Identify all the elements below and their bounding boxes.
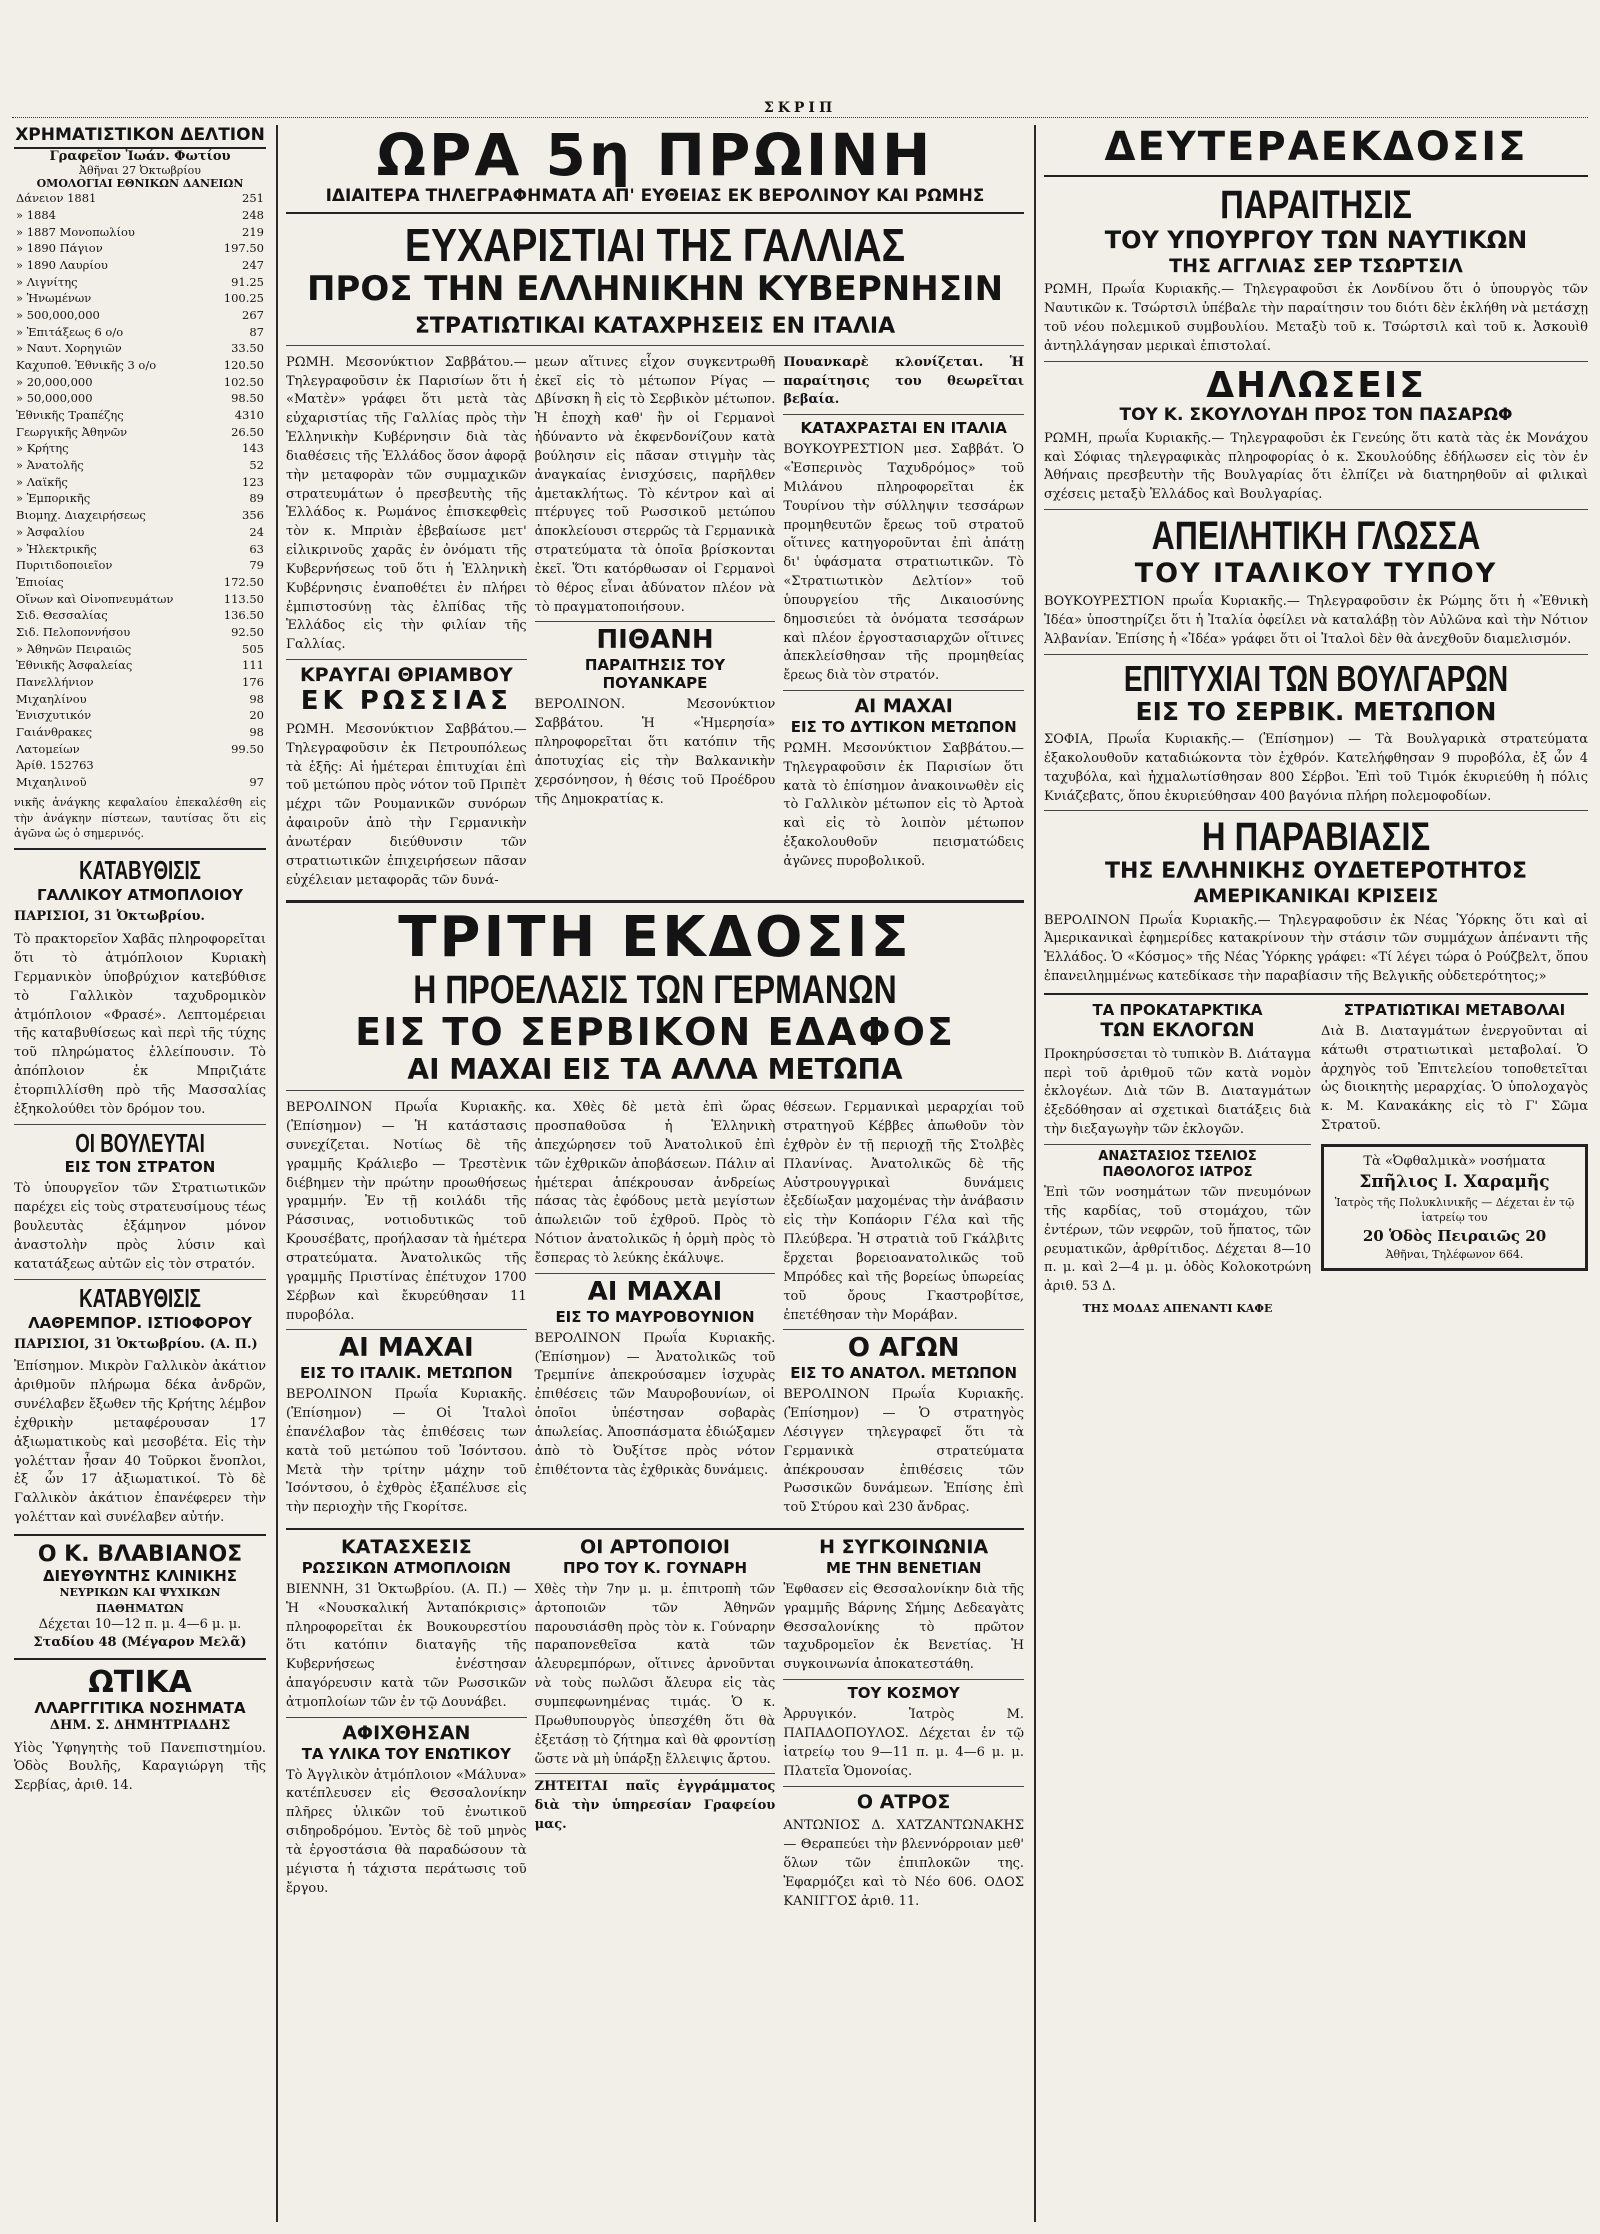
b5-text: ΒΕΡΟΛΙΝΟΝ Πρωΐα Κυριακῆς. (Ἐπίσημον) — Ἀνατολικῶς τοῦ Τρεμπίνε ἀπεκρούσαμεν ἰσχυρὰς ἐπιθέσεις τῶν Μαυροβουνίων, οἱ ὁποῖοι ὑπέστησαν σοβαρὰς ἀπωλείας. Ἀποσπάσματα ἐδιώξαμεν ἀπὸ τὸ Ὀυξίτσε πρὸς νότον ἐπιθέτοντα τὰς ἐχθρικὰς δυνάμεις. [534,1330,776,1478]
market-row [14,390,266,407]
a3-title: ΚΡΑΥΓΑΙ ΘΡΙΑΜΒΟΥ [299,664,513,687]
market-row-label: » Ἀσφαλίου [16,524,85,539]
r5-text: ΒΕΡΟΛΙΝΟΝ Πρωΐα Κυριακῆς.— Τηλεγραφοῦσιν ἐκ Νέας Ὑόρκης ὅτι καὶ αἱ Ἀμερικανικαὶ ἐφημερίδες κατακρίνουν τὴν στάσιν τῶν συμμάχων ἀπέναντι τῆς Ἑλλάδος. Ὁ «Κόσμος» τῆς Νέας Ὑόρκης γράφει: «Τί λέγει τώρα ὁ Ρούζβελτ, ὅπου ἐπανειλημμένως κατεδίκασε τὴν παραβίασιν τῆς Βελγικῆς οὐδετερότητος;» [1044,912,1588,985]
right-column [1044,125,1588,2222]
a5-title: ΑΙ ΜΑΧΑΙ [854,695,953,718]
r1-subtitle2: ΤΗΣ ΑΓΓΛΙΑΣ ΣΕΡ ΤΣΩΡΤΣΙΛ [1169,254,1463,277]
b4-title: ΑΙ ΜΑΧΑΙ [338,1333,474,1364]
top-articles [286,350,1024,895]
r3-subtitle: ΤΟΥ ΙΤΑΛΙΚΟΥ ΤΥΠΟΥ [1134,558,1498,590]
market-row [14,591,266,608]
headline-2: ΠΡΟΣ ΤΗΝ ΕΛΛΗΝΙΚΗΝ ΚΥΒΕΡΝΗΣΙΝ [306,268,1004,309]
divider [783,1329,1024,1330]
c1-subtitle: ΡΩΣΣΙΚΩΝ ΑΤΜΟΠΛΟΙΩΝ [301,1558,511,1577]
market-row-label: » Ἀνατολῆς [16,458,84,473]
bottom-col-1 [286,1536,527,1915]
divider [286,1717,527,1718]
market-row [14,524,266,541]
market-row-label: » Λαϊκῆς [16,474,68,489]
third-col-2 [535,1095,776,1522]
market-office: Γραφεῖον Ἰωάν. Φωτίου [49,149,231,165]
market-row-value: 97 [249,774,264,789]
divider [1044,509,1588,510]
headline-1: ΕΥΧΑΡΙΣΤΙΑΙ ΤΗΣ ΓΑΛΛΙΑΣ [404,219,906,272]
market-row [14,757,266,774]
third-headline-3: ΑΙ ΜΑΧΑΙ ΕΙΣ ΤΑ ΑΛΛΑ ΜΕΤΩΠΑ [407,1053,903,1087]
divider [535,1273,776,1274]
b4-text: ΒΕΡΟΛΙΝΟΝ Πρωΐα Κυριακῆς. (Ἐπίσημον) — Οἱ Ἰταλοὶ ἐπανέλαβον τὰς ἐπιθέσεις των κατὰ τοῦ μετώπου τοῦ Ἰσόντσου. Μετὰ τὴν τρίτην μάχην τοῦ Ἰσόντσου, ὁ ἐχθρὸς ἐξαπέλυσε εἰς τὴν περιοχὴν τῆς Γκορίτσε. [286,1387,527,1516]
c5-title: ΤΟΥ ΚΟΣΜΟΥ [847,1684,960,1703]
market-row-value: 219 [242,224,264,239]
b2-text: κα. Χθὲς δὲ μετὰ ἐπὶ ὥρας προσπαθοῦσα ἡ Ἑλληνικὴ ἀπεχώρησεν τοῦ Ἀνατολικοῦ ἐπὶ τῶν ἐχθρικῶν ἀποβάσεων. Πάλιν αἱ ἡμέτεραι ἀπέκρουσαν ἀνδρείως πάσας τὰς ἐφόδους μετὰ μεγίστων ἀπωλειῶν τοῦ ἐχθροῦ. Πρὸς τὸ Νότιον ἀνατολικῶς ἡ ὁρμὴ πρὸς τὸ ἔσπερας τὸ λεύκης ἐκάλυψε. [534,1100,776,1266]
market-row-value [212,757,266,774]
market-row [14,574,266,591]
market-row-label: » Ἐμπορικῆς [16,491,91,506]
c1-text: ΒΙΕΝΝΗ, 31 Ὀκτωβρίου. (Α. Π.) — Ἡ «Νουσκαλική Ἀνταπόκρισις» πληροφορεῖται ἐκ Βουκουρεστίου ὅτι κατόπιν διαταγῆς τῆς Κυβερνήσεως ἐνέστησαν ἀπαγόρευσιν κατὰ τῶν Ρωσσικῶν ἀτμοπλοίων τῶν ἐν τῷ Δουνάβει. [286,1581,527,1710]
masthead [0,0,1600,118]
market-row [14,490,266,507]
market-row [14,240,266,257]
market-row-value: 100.25 [223,291,264,306]
s3-title: ΚΑΤΑΒΥΘΙΣΙΣ [79,1282,201,1313]
right-bottom [1044,1001,1588,1317]
column-rule [1034,125,1036,2222]
divider [286,659,527,660]
divider [286,900,1024,903]
c2-title: ΑΦΙΧΘΗΣΑΝ [342,1721,471,1744]
ad1-hours: Δέχεται 10—12 π. μ. 4—6 μ. μ. [38,1617,242,1633]
r3-text: ΒΟΥΚΟΥΡΕΣΤΙΟΝ πρωΐα Κυριακῆς.— Τηλεγραφοῦσιν ἐκ Ρώμης ὅτι ἡ «Ἐθνικὴ Ἰδέα» ὑποστηρίζει ὅτι ἡ Ἰταλία ὀφείλει νὰ καταλάβῃ τὸν Αὐλῶνα καὶ τὴν Νότιον Ἀλβανίαν. Ἐπίσης ἡ «Ἰδέα» γράφει ὅτι οἱ Ἰταλοὶ δὲν θὰ ἀνεχθοῦν διαμελισμόν. [1044,594,1588,647]
s2-text: Τὸ ὑπουργεῖον τῶν Στρατιωτικῶν παρέχει εἰς τοὺς στρατευσίμους τέως βουλευτὰς ἐξάμηνον μόνον ἀναστολὴν πρὸς λύσιν καὶ κατατάξεως αὐτῶν εἰς τὸν στρατόν. [14,1181,266,1272]
r1-title: ΠΑΡΑΙΤΗΣΙΣ [1220,183,1412,227]
market-row [14,324,266,341]
market-row-label: Μιχαηλινοῦ [16,774,87,789]
a5-text: ΡΩΜΗ. Μεσονύκτιον Σαββάτου.— Τηλεγραφοῦσιν ἐκ Παρισίων ὅτι κατὰ τὸ ἐπίσημον ἀνακοινωθὲν εἰς τὸ Γαλλικὸν μέτωπον εἰς τὸ Ἀρτοὰ καὶ εἰς τὸ λοιπὸν μέτωπον ἐξακολουθοῦν πεισματώδεις ἀγῶνες πυροβολικοῦ. [783,740,1024,870]
r4-subtitle: ΕΙΣ ΤΟ ΣΕΡΒΙΚ. ΜΕΤΩΠΟΝ [1135,697,1497,727]
ophthalmic-ad [1321,1144,1588,1271]
a4-subtitle: ΠΑΡΑΙΤΗΣΙΣ ΤΟΥ ΠΟΥΑΝΚΑΡΕ [584,656,726,693]
market-heading: ΟΜΟΛΟΓΙΑΙ ΕΘΝΙΚΩΝ ΔΑΝΕΙΩΝ [36,177,244,191]
b1-text: ΒΕΡΟΛΙΝΟΝ Πρωΐα Κυριακῆς. (Ἐπίσημον) — Ἡ κατάστασις συνεχίζεται. Νοτίως δὲ τῆς γραμμῆς Κράλιεβο — Τρεστὲνικ διέβημεν τὴν πρώτην προωθήσεως γραμμήν. Ἐν τῇ κοιλάδι τῆς Ράσσινας, νοτιοδυτικῶς τοῦ Κρουσέβατς, προήλασαν τὰ ἡμέτερα στρατεύματα. Ἀνατολικῶς τῆς γραμμῆς Πριστίνας ἐπέτυχον 1700 Σέρβων καὶ ἔκυρεύθησαν 11 πυροβόλα. [286,1100,527,1323]
market-row [14,707,266,724]
r5-title: Η ΠΑΡΑΒΙΑΣΙΣ [1201,815,1431,860]
market-date: Ἀθῆναι 27 Ὀκτωβρίου [79,164,201,178]
market-note: νικῆς ἀνάγκης κεφαλαίου ἐπεκαλέσθη εἰς τὴν ἀνάγκην πίστεων, ταυτίσας ὅτι εἰς ἀγῶνα ὡς ὁ σημερινός. [14,795,266,841]
a3-subtitle: ΕΚ ΡΩΣΣΙΑΣ [300,685,512,716]
market-row [14,641,266,658]
market-row-label: Γεωργικῆς Ἀθηνῶν [16,424,128,439]
a5-subtitle: ΕΙΣ ΤΟ ΔΥΤΙΚΟΝ ΜΕΤΩΠΟΝ [790,717,1017,736]
ad1-subtitle2: ΝΕΥΡΙΚΩΝ ΚΑΙ ΨΥΧΙΚΩΝ ΠΑΘΗΜΑΤΩΝ [59,1586,221,1615]
masthead-rule [12,117,1588,118]
b3-text: θέσεων. Γερμανικαὶ μεραρχίαι τοῦ στρατηγοῦ Κέββες ἀπωθοῦν τὸν ἐχθρὸν ἐν τῇ περιοχῇ τῆς Στολβὲς Πλανίνας. Ἀνατολικῶς δὲ τῆς Αὐστρουγγρικαὶ δυνάμεις ἐξεδίωξαν μαχομένας τὴν ἀνάβασιν εἰς τὴν Κοπάοριν Γέλα καὶ τῆς Πλεύβερα. Ἡ στρατιὰ τοῦ Γκάλβιτς ἔρχεται βορειοανατολικῶς τοῦ Μπρόδες καὶ τῆς βορείως ὑπωρείας τοῦ ὄρους Γκαστροβίτσε, ἐπετέθησαν τὴν Μοράβαν. [783,1100,1024,1323]
divider [14,1658,266,1660]
market-row [14,407,266,424]
b5-title: ΑΙ ΜΑΧΑΙ [587,1276,723,1307]
market-row-value: 102.50 [223,374,264,389]
market-row-value: 98 [249,724,264,739]
s1-lead: ΠΑΡΙΣΙΟΙ, 31 Ὀκτωβρίου. [14,909,205,925]
market-row [14,657,266,674]
market-row-label: » Ἐπιτάξεως 6 ο/ο [16,324,124,339]
market-row-label: Μιχαηλίνου [16,691,87,706]
market-row-value: 24 [249,524,264,539]
market-row [14,424,266,441]
market-row [14,307,266,324]
r8-text: Ἐπὶ τῶν νοσημάτων τῶν πνευμόνων τῆς καρδίας, τοῦ στομάχου, τῶν ἐντέρων, τῶν νεφρῶν, τοῦ ἥπατος, τῶν ρευματικῶν, ἀρθρίτιδος. Δέχεται 8—10 π. μ. καὶ 2—4 μ. μ. ὁδὸς Κολοκοτρώνη ἀριθ. 53 Δ. [1044,1185,1311,1295]
a2-text: ΒΟΥΚΟΥΡΕΣΤΙΟΝ μεσ. Σαββάτ. Ὁ «Ἐσπερινὸς Ταχυδρόμος» τοῦ Μιλάνου πληροφορεῖται ἐκ Τουρίνου τὴν σύλληψιν τεσσάρων προμηθευτῶν ἔρεως τοῦ στρατοῦ οἵτινες κατηγοροῦνται ἐπὶ ἀπάτῃ δι' ὑφάσματα στρατιωτικῶν. Τὸ «Στρατιωτικὸν Δελτίον» τοῦ ὑπουργείου τῆς Δικαιοσύνης δημοσιεύει τὰ ὀνόματα τεσσάρων καὶ πλέον ἐργοστασιαρχῶν οἵτινες ἀπεκλείσθησαν τῆς προμηθείας ἔρεως διὰ τὸν στρατόν. [783,442,1024,684]
market-row-label: Ἐθνικῆς Τραπέζης [16,408,124,423]
r8-footer: ΤΗΣ ΜΟΔΑΣ ΑΠΕΝΑΝΤΙ ΚΑΦΕ [1082,1302,1273,1316]
market-row-value: 99.50 [231,741,264,756]
r9-phone: Ἀθῆναι, Τηλέφωνον 664. [1385,1247,1524,1261]
r6-subtitle: ΤΩΝ ΕΚΛΟΓΩΝ [1100,1018,1255,1041]
market-row [14,357,266,374]
market-row [14,274,266,291]
b4-subtitle: ΕΙΣ ΤΟ ΙΤΑΛΙΚ. ΜΕΤΩΠΟΝ [299,1364,513,1383]
ad1-title: Ο Κ. ΒΛΑΒΙΑΝΟΣ [37,1542,243,1567]
c6-text: ΑΝΤΩΝΙΟΣ Δ. ΧΑΤΖΑΝΤΩΝΑΚΗΣ — Θεραπεύει τὴν βλεννόρροιαν μεθ' ὅλων τῶν ἐπιπλοκῶν της. Ἐφαρμόζει καὶ τὸ Νέο 606. ΟΔΟΣ ΚΑΝΙΓΓΟΣ ἀριθ. 11. [783,1818,1024,1909]
r2-text: ΡΩΜΗ, πρωΐα Κυριακῆς.— Τηλεγραφοῦσι ἐκ Γενεύης ὅτι κατὰ τὰς ἐκ Μονάχου καὶ Σόφιας τηλεγραφικὰς πληροφορίας ὁ κ. Σκουλούδης ἐδήλωσεν εἰς τὸν ἐν Ἀθήναις πρεσβευτὴν τῆς Βουλγαρίας ὅτι ἐλπίζει νὰ διατηρηθοῦν αἱ φιλικαὶ σχέσεις μεταξὺ Ἑλλάδος καὶ Βουλγαρίας. [1044,430,1588,503]
c7-text: ΖΗΤΕΙΤΑΙ παῖς ἐγγράμματος διὰ τὴν ὑπηρεσίαν Γραφείου μας. [534,1779,776,1833]
market-row-value: 176 [242,674,264,689]
divider [14,1534,266,1536]
market-row-label: » Ἠλεκτρικῆς [16,541,97,556]
market-row-value: 136.50 [223,608,264,623]
center-column [286,125,1024,2222]
b6-text: ΒΕΡΟΛΙΝΟΝ Πρωΐα Κυριακῆς. (Ἐπίσημον) — Ὁ στρατηγὸς Λέσιγγεν τηλεγραφεῖ ὅτι τὰ Γερμανικὰ στρατεύματα ἀπέκρουσαν ἐπιθέσεις τῶν Ρωσσικῶν δυνάμεων. Ἐπίσης ἐπὶ τοῦ Στύρου καὶ 230 ἄνδρας. [783,1387,1024,1516]
article-col-1 [286,350,527,895]
market-row-label: Σιδ. Πελοποννήσου [16,624,131,639]
market-row [14,607,266,624]
market-row [14,224,266,241]
divider [1044,654,1588,655]
banner-title: ΩΡΑ 5η ΠΡΩΙΝΗ [376,125,934,189]
market-row-value: 356 [242,508,264,523]
b5-subtitle: ΕΙΣ ΤΟ ΜΑΥΡΟΒΟΥΝΙΟΝ [555,1307,755,1326]
a4-text: ΒΕΡΟΛΙΝΟΝ. Μεσονύκτιον Σαββάτου. Ἡ «Ἡμερησία» πληροφορεῖται ὅτι κατόπιν τῆς ἀποτυχίας εἰς τὴν Βαλκανικὴν χερσόνησον, ἡ θέσις τοῦ Προέδρου τῆς Δημοκρατίας κ. [534,697,776,807]
market-row-value: 91.25 [231,274,264,289]
market-row-value: 33.50 [231,341,264,356]
r8-title: ΑΝΑΣΤΑΣΙΟΣ ΤΣΕΛΙΟΣ [1098,1148,1257,1164]
market-row-value: 92.50 [231,624,264,639]
market-title: ΧΡΗΜΑΤΙΣΤΙΚΟΝ ΔΕΛΤΙΟΝ [14,125,266,149]
market-row-label: Σιδ. Θεσσαλίας [16,608,108,623]
r6-text: Προκηρύσσεται τὸ τυπικὸν Β. Διάταγμα περὶ τοῦ ἀριθμοῦ τῶν κατὰ νομὸν ἐκλογέων. Διὰ τῶν Β. Διαταγμάτων ἐξεδόθησαν αἱ σχετικαὶ διατάξεις διὰ τὴν διεξαγωγὴν τῶν ἐκλογῶν. [1044,1046,1311,1138]
r3-title: ΑΠΕΙΛΗΤΙΚΗ ΓΛΩΣΣΑ [1151,514,1481,559]
s2-title: ΟΙ ΒΟΥΛΕΥΤΑΙ [75,1127,205,1158]
market-row [14,774,266,791]
market-row-label: Δάνειον 1881 [16,191,97,206]
a2-title: ΚΑΤΑΧΡΑΣΤΑΙ ΕΝ ΙΤΑΛΙΑ [800,419,1007,438]
second-edition-banner: ΔΕΥΤΕΡΑΕΚΔΟΣΙΣ [1104,125,1528,170]
market-row [14,440,266,457]
market-row-label: Γαιάνθρακες [16,724,93,739]
r4-title: ΕΠΙΤΥΧΙΑΙ ΤΩΝ ΒΟΥΛΓΑΡΩΝ [1123,657,1509,699]
column-rule [276,125,278,2222]
article-col-3 [783,350,1024,895]
c5-text: Ἀρρυγικόν. Ἰατρὸς Μ. ΠΑΠΑΔΟΠΟΥΛΟΣ. Δέχεται ἐν τῷ ἰατρείῳ του 9—11 π. μ. 4—6 μ. μ. Πλατεῖα Ὁμονοίας. [783,1707,1024,1779]
market-row [14,340,266,357]
market-row [14,624,266,641]
divider [1044,175,1588,177]
divider [783,1679,1024,1680]
third-edition-banner: ΤΡΙΤΗ ΕΚΔΟΣΙΣ [398,905,912,971]
a3-text: ΡΩΜΗ. Μεσονύκτιον Σαββάτου.— Τηλεγραφοῦσιν ἐκ Πετρουπόλεως τὰ ἑξῆς: Αἱ ἡμέτεραι ἐπιτυχίαι ἐπὶ τοῦ μετώπου πρὸς νότον τοῦ Πριπὲτ μέχρι τῶν Ρουμανικῶν συνόρων ἀφαιροῦν ἀπὸ τὴν Γερμανικὴν ἀνωτέραν διεύθυνσιν τῶν στρατιωτικῶν ἐπιχειρήσεων πᾶσαν εὐχέλειαν μεταφορᾶς τῶν δυνά- [286,721,527,888]
market-row-value: 79 [249,558,264,573]
market-row-value: 20 [249,708,264,723]
divider [286,345,1024,346]
market-row-value: 251 [242,191,264,206]
market-row-label: » 1887 Μονοπωλίου [16,224,135,239]
market-row [14,290,266,307]
market-row-label: » 20,000,000 [16,374,93,389]
r7-text: Διὰ Β. Διαταγμάτων ἐνεργοῦνται αἱ κάτωθι στρατιωτικαὶ μεταβολαί. Ὁ ἀρχηγὸς τοῦ Ἐπιτελείου τοποθετεῖται ὡς διοικητὴς μεραρχίας. Ὁ ὑπολοχαγὸς κ. Μ. Κανακάκης εἰς τὸ Γ' Σῶμα Στρατοῦ. [1321,1023,1588,1134]
divider [14,1279,266,1280]
third-col-1 [286,1095,527,1522]
market-row-value: 247 [242,258,264,273]
s1-title: ΚΑΤΑΒΥΘΙΣΙΣ [79,855,201,886]
c4-subtitle: ΜΕ ΤΗΝ ΒΕΝΕΤΙΑΝ [825,1558,982,1577]
s1-subtitle: ΓΑΛΛΙΚΟΥ ΑΤΜΟΠΛΟΙΟΥ [36,886,244,905]
c4-text: Ἐφθασεν εἰς Θεσσαλονίκην διὰ τῆς γραμμῆς Βάρνης Σήμης Δεδεαγὰτς Θεσσαλονίκης τὸ πρῶτον ταχυδρομεῖον ἐκ Βενετίας. Ἡ συγκοινωνία ἀποκατεστάθη. [783,1581,1024,1673]
market-row-label: Πανελλήνιον [16,674,94,689]
a2-lead: Πουανκαρὲ κλονίζεται. Ἡ παραίτησις του θεωρεῖται βεβαία. [783,354,1024,408]
divider [1044,361,1588,362]
market-row [14,207,266,224]
divider [783,414,1024,415]
r9-text: Ἰατρὸς τῆς Πολυκλινικῆς — Δέχεται ἐν τῷ ἰατρείῳ του [1334,1195,1575,1225]
market-row-value: 505 [242,641,264,656]
c1-title: ΚΑΤΑΣΧΕΣΙΣ [340,1536,472,1559]
market-row-label: » 1890 Λαυρίου [16,258,108,273]
r9-name: Σπῆλιος Ι. Χαραμῆς [1359,1172,1550,1193]
r9-address: 20 Ὁδὸς Πειραιῶς 20 [1362,1226,1547,1245]
third-headline-1: Η ΠΡΟΕΛΑΣΙΣ ΤΩΝ ΓΕΡΜΑΝΩΝ [413,968,897,1013]
s1-text: Τὸ πρακτορεῖον Χαβᾶς πληροφορεῖται ὅτι τὸ ἀτμόπλοιον Κυριακὴ Γερμανικὸν ὑποβρύχιον κατεβύθισε τὸ Γαλλικὸν ταχυδρομικὸν ἀτμόπλοιον «Φρασέ». Λεπτομέρειαι τῆς καταβυθίσεως καὶ περὶ τῆς τύχης τοῦ πληρώματος ἐλλείπουσιν. Τὸ ἀπόπλοιον ἐκ Μπριζιάτε ἐτορπιλλίσθη πρὸ τῆς Μασσαλίας ἐξηκολούθει τὸν δρόμον του. [14,932,266,1117]
ad2-doctor: ΔΗΜ. Σ. ΔΗΜΗΤΡΙΑΔΗΣ [49,1718,231,1734]
left-column [14,125,266,2222]
divider [1044,810,1588,811]
c2-text: Τὸ Ἀγγλικὸν ἀτμόπλοιον «Μάλυνα» κατέπλευσεν εἰς Θεσσαλονίκην πλῆρες ὑλικῶν τοῦ ἐνωτικοῦ σιδηροδρόμου. Ἐντὸς δὲ τοῦ μηνὸς τὰ ἐργοστάσια θὰ παραδώσουν τὰ μέγιστα ἡ τάχιστα περάτωσις τοῦ ἔργου. [286,1767,527,1896]
r1-text: ΡΩΜΗ, Πρωΐα Κυριακῆς.— Τηλεγραφοῦσι ἐκ Λονδίνου ὅτι ὁ ὑπουργὸς τῶν Ναυτικῶν κ. Τσώρτσιλ ὑπέβαλε τὴν παραίτησιν του διότι δὲν ἐκλήθη νὰ μετάσχῃ τοῦ νέου πολεμικοῦ συμβουλίου. Μεταξὺ τοῦ κ. Τσώρτσιλ καὶ τοῦ κ. Ἀσκουὶθ ἀντηλλάγησαν μερικαὶ ἐπιστολαί. [1044,282,1588,354]
divider [783,1786,1024,1787]
ad2-text: Υἱὸς Ὑφηγητὴς τοῦ Πανεπιστημίου. Ὁδὸς Βουλῆς, Καραγιώργη τῆς Σερβίας, ἀριθ. 14. [14,1740,266,1794]
divider [286,1090,1024,1091]
market-row [14,507,266,524]
divider [286,212,1024,214]
market-row-label: » 50,000,000 [16,391,93,406]
market-row-value: 63 [249,541,264,556]
market-row-label: » 1884 [16,208,56,223]
third-headline-2: ΕΙΣ ΤΟ ΣΕΡΒΙΚΟΝ ΕΔΑΦΟΣ [355,1010,955,1055]
market-row [14,541,266,558]
market-row-value: 120.50 [223,358,264,373]
headline-3: ΣΤΡΑΤΙΩΤΙΚΑΙ ΚΑΤΑΧΡΗΣΕΙΣ ΕΝ ΙΤΑΛΙΑ [414,314,896,340]
divider [535,621,776,622]
market-row [14,691,266,708]
market-row-label: » 1890 Πάγιον [16,241,103,256]
market-row [14,724,266,741]
market-row-value: 111 [242,658,264,673]
market-row-value: 172.50 [223,574,264,589]
ad1-address: Σταδίου 48 (Μέγαρον Μελᾶ) [33,1635,247,1651]
market-row [14,557,266,574]
market-row-label: » Κρήτης [16,441,69,456]
b6-subtitle: ΕΙΣ ΤΟ ΑΝΑΤΟΛ. ΜΕΤΩΠΟΝ [790,1364,1018,1383]
c4-title: Η ΣΥΓΚΟΙΝΩΝΙΑ [819,1536,989,1559]
c6-title: Ο ΑΤΡΟΣ [856,1790,951,1813]
article-col-2 [535,350,776,895]
banner-subtitle: ΙΔΙΑΙΤΕΡΑ ΤΗΛΕΓΡΑΦΗΜΑΤΑ ΑΠ' ΕΥΘΕΙΑΣ ΕΚ ΒΕΡΟΛΙΝΟΥ ΚΑΙ ΡΩΜΗΣ [325,185,985,206]
market-row [14,474,266,491]
right-bottom-col-1 [1044,1001,1311,1317]
ad2-title: ΩΤΙΚΑ [88,1665,192,1701]
market-row-value: 123 [242,474,264,489]
market-row-label: » Ναυτ. Χορηγιῶν [16,341,122,356]
b6-title: Ο ΑΓΩΝ [847,1333,960,1364]
market-row [14,257,266,274]
a1-text: ΡΩΜΗ. Μεσονύκτιον Σαββάτου.— Τηλεγραφοῦσιν ἐκ Παρισίων ὅτι ἡ «Ματὲν» γράφει ὅτι μετὰ τὰς εὐχαριστίας τῆς Γαλλίας πρὸς τὴν Ἑλληνικὴν Κυβέρνησιν διὰ τὰς διαθέσεις τῆς Ἑλλάδος ὅσον ἀφορᾷ τὴν μεταφορὰν τῶν συμμαχικῶν στρατευμάτων ὁ πρεσβευτὴς τῆς Ἑλλάδος κ. Ρωμάνος ἐπισκεφθεὶς τὸν κ. Μπριὰν ἐβεβαίωσε μετ' εἰλικρινοῦς χαρᾶς ἐν ὀνόματι τῆς Κυβερνήσεως τοῦ ὅτι ἡ Ἑλληνικὴ Κυβέρνησις ἐναποθέτει ἐν πλήρει ἐμπιστοσύνῃ τὰς ἐλπίδας τῆς Ἑλλάδος εἰς τὴν φιλίαν τῆς Γαλλίας. [286,354,527,653]
divider [1044,1144,1311,1145]
r6-title: ΤΑ ΠΡΟΚΑΤΑΡΚΤΙΚΑ [1092,1000,1263,1019]
market-row-label: Ἐνισχυτικόν [16,708,92,723]
c3-title: ΟΙ ΑΡΤΟΠΟΙΟΙ [580,1536,730,1559]
bottom-col-3 [783,1536,1024,1915]
s3-text: Ἐπίσημον. Μικρὸν Γαλλικὸν ἀκάτιον ἀριθμοῦν πλήρωμα δέκα ἀνδρῶν, συνέλαβεν ἔξωθεν τῆς Κρήτης λέμβον ἐχθρικὴν μεταφέρουσαν 17 ἀξιωματικοὺς καὶ μεσοβέτα. Εἰς τὴν γολέτταν ἦσαν 40 Τοῦρκοι ἔνοπλοι, ἐξ ὧν 17 ἀξιωματικοί. Τὸ δὲ Γαλλικὸν ἀκάτιον ἐπανέφερεν τὴν γολέτταν καὶ συνέλαβεν αὐτήν. [14,1359,266,1526]
market-row-value: 4310 [234,408,264,423]
market-row-value: 26.50 [231,424,264,439]
market-row-label: » Ἀθηνῶν Πειραιῶς [16,641,132,656]
market-row-value: 267 [242,308,264,323]
r2-title: ΔΗΛΩΣΕΙΣ [1206,364,1426,406]
right-bottom-col-2 [1321,1001,1588,1317]
market-row [14,674,266,691]
market-row [14,457,266,474]
c2-subtitle: ΤΑ ΥΛΙΚΑ ΤΟΥ ΕΝΩΤΙΚΟΥ [301,1744,511,1763]
divider [14,848,266,850]
market-row-label: Λατομείων [16,741,80,756]
market-row-value: 248 [242,208,264,223]
market-row-label: Βιομηχ. Διαχειρήσεως [16,508,146,523]
s3-subtitle: ΛΑΘΡΕΜΠΟΡ. ΙΣΤΙΟΦΟΡΟΥ [28,1313,252,1332]
r8-subtitle: ΠΑΘΟΛΟΓΟΣ ΙΑΤΡΟΣ [1102,1164,1253,1180]
market-row-value: 98 [249,691,264,706]
third-articles [286,1095,1024,1522]
market-row-value: 197.50 [223,241,264,256]
r7-title: ΣΤΡΑΤΙΩΤΙΚΑΙ ΜΕΤΑΒΟΛΑΙ [1343,1000,1566,1019]
c3-text: Χθὲς τὴν 7ην μ. μ. ἐπιτροπὴ τῶν ἀρτοποιῶν τῶν Ἀθηνῶν παρουσιάσθη πρὸς τὸν κ. Γούναρην παραπονεθεῖσα κατὰ τῶν ἀλευρεμπόρων, οἵτινες ἀρνοῦνται νὰ τοὺς πωλῶσι ἄλευρα εἰς τὰς συμπεφωνημένας τιμάς. Ὁ κ. Πρωθυπουργὸς ὑπεσχέθη ὅτι θὰ ἐξετάσῃ τὸ ζήτημα καὶ θὰ φροντίσῃ ὥστε νὰ μὴ ὑπάρξῃ ἔλλειψις ἄρτου. [534,1581,776,1767]
market-row-value: 87 [249,324,264,339]
ad2-subtitle: ΛΛΑΡΓΓΙΤΙΚΑ ΝΟΣΗΜΑΤΑ [34,1699,246,1718]
r5-subtitle2: ΑΜΕΡΙΚΑΝΙΚΑΙ ΚΡΙΣΕΙΣ [1193,884,1439,907]
newspaper-name: ΣΚΡΙΠ [763,100,837,116]
market-row [14,741,266,758]
divider [14,1124,266,1125]
market-row [14,190,266,207]
r5-subtitle: ΤΗΣ ΕΛΛΗΝΙΚΗΣ ΟΥΔΕΤΕΡΟΤΗΤΟΣ [1104,859,1528,885]
market-row-label: Ἐπιοίας [16,574,64,589]
market-row-value: 98.50 [231,391,264,406]
ad1-subtitle: ΔΙΕΥΘΥΝΤΗΣ ΚΛΙΝΙΚΗΣ [42,1567,238,1586]
divider [783,690,1024,691]
a1b-text: μεων αἵτινες εἶχον συγκεντρωθῆ ἐκεῖ εἰς τὸ μέτωπον Ρίγας — Δβίνσκη ἢ εἰς τὸ Σερβικὸν μέτωπον. Ἡ ἐποχὴ καθ' ἣν οἱ Γερμανοὶ ἠδύναντο νὰ ἐκφενδονίζουν κατὰ βούλησιν εἰς πᾶσαν στιγμὴν τὰς ἀναγκαίας ἐνισχύσεις, παρῆλθεν ἀμετακλήτως. Τὸ κέντρον καὶ αἱ πτέρυγες τοῦ Ρωσσικοῦ μετώπου ἀποκλείουσι στερρῶς τὰ Γερμανικὰ στρατεύματα τὰ ὁποῖα βρίσκονται ἐκεῖ. Ὅτι κατόρθωσαν οἱ Γερμανοὶ τὸ θέρος εἶναι ἀδύνατον πλέον νὰ τὸ πραγματοποιήσουν. [534,354,776,615]
r9-title: Τὰ «Ὀφθαλμικὰ» νοσήματα [1363,1153,1546,1169]
market-table [14,190,266,790]
market-row-value: 52 [249,458,264,473]
bottom-col-2 [535,1536,776,1915]
s3-lead: ΠΑΡΙΣΙΟΙ, 31 Ὀκτωβρίου. (Α. Π.) [14,1336,258,1352]
market-row-label: Ἐθνικῆς Ἀσφαλείας [16,658,133,673]
divider [286,1329,527,1330]
market-row [14,374,266,391]
market-row-value: 143 [242,441,264,456]
s2-subtitle: ΕΙΣ ΤΟΝ ΣΤΡΑΤΟΝ [64,1158,216,1177]
market-row-label: Πυριτιδοποιεῖον [16,558,113,573]
r2-subtitle: ΤΟΥ Κ. ΣΚΟΥΛΟΥΔΗ ΠΡΟΣ ΤΟΝ ΠΑΣΑΡΩΦ [1119,405,1513,426]
divider [286,1528,1024,1530]
market-row-value: 89 [249,491,264,506]
market-row-label: Ἀρίθ. 152763 [16,758,94,773]
market-row-label: » Ἡνωμένων [16,291,92,306]
r4-text: ΣΟΦΙΑ, Πρωΐα Κυριακῆς.— (Ἐπίσημον) — Τὰ Βουλγαρικὰ στρατεύματα ἐξακολουθοῦν καταδιώκοντα τὸν ἐχθρόν. Κατελήφθησαν 9 πυροβόλα, ἐξ ὧν 4 ταχυβόλα, καὶ ἠχμαλωτίσθησαν 800 Σέρβοι. Ἐπὶ τοῦ Τιμόκ ἐκυριεύθη ἡ πόλις Κνιάζεβατς, ὅπου ἐκυριεύθησαν 400 βαγόνια πλήρη πολεμοφοδίων. [1044,732,1588,804]
divider [535,1773,776,1774]
r1-subtitle: ΤΟΥ ΥΠΟΥΡΓΟΥ ΤΩΝ ΝΑΥΤΙΚΩΝ [1104,226,1528,254]
market-row-label: Καχυποθ. Ἐθνικῆς 3 ο/ο [16,358,157,373]
divider [1044,993,1588,995]
market-row-label: » Λιγνίτης [16,274,78,289]
market-row-label: » 500,000,000 [16,308,100,323]
c3-subtitle: ΠΡΟ ΤΟΥ Κ. ΓΟΥΝΑΡΗ [563,1558,748,1577]
market-row-value: 113.50 [223,591,264,606]
bottom-articles [286,1536,1024,1915]
a4-title: ΠΙΘΑΝΗ [596,625,714,656]
third-col-3 [783,1095,1024,1522]
market-row-label: Οἴνων καὶ Οἰνοπνευμάτων [16,591,174,606]
